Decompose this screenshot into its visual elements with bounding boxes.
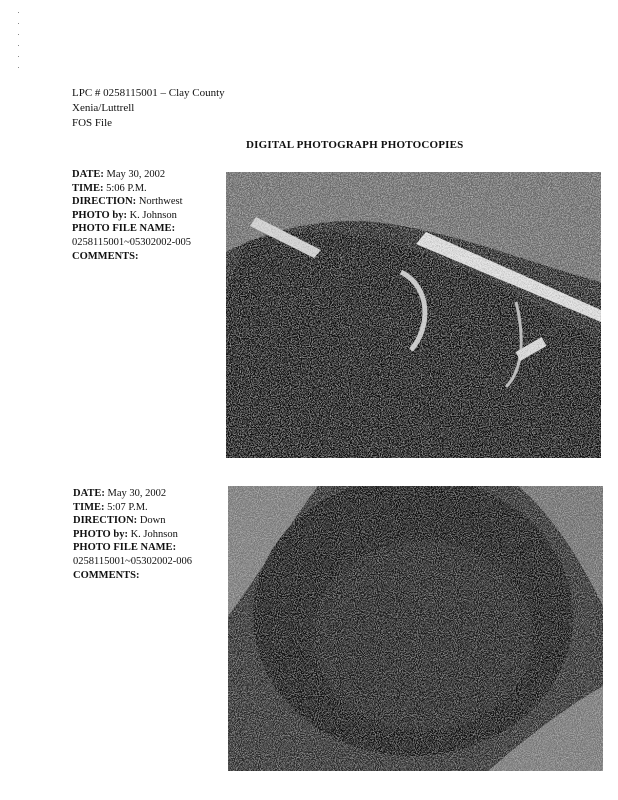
time-line: [72, 182, 191, 196]
direction-label: DIRECTION:: [72, 196, 137, 208]
photo-by-label: PHOTO by:: [72, 209, 127, 221]
file-name-value: 0258115001~05302002-005: [72, 236, 192, 248]
scan-speckles: [18, 12, 24, 82]
header-site-line: Xenia/Luttrell: [72, 102, 135, 114]
photo-1-image: [226, 172, 601, 458]
page-title: DIGITAL PHOTOGRAPH PHOTOCOPIES: [246, 139, 464, 151]
photo-by-line: [72, 209, 191, 223]
header-file-line: FOS File: [72, 117, 113, 129]
direction-label: DIRECTION:: [73, 515, 138, 527]
date-value: May 30, 2002: [106, 169, 166, 180]
photo-by-line: [73, 528, 192, 542]
document-header: [72, 86, 225, 131]
header-lpc-line: LPC # 0258115001 – Clay County: [72, 87, 225, 99]
date-line: [72, 168, 191, 182]
time-value: 5:07 P.M.: [107, 501, 148, 513]
direction-value: Northwest: [138, 196, 183, 208]
photo-metadata-1: [72, 168, 191, 263]
file-name-label: PHOTO FILE NAME:: [72, 223, 176, 235]
time-value: 5:06 P.M.: [106, 182, 147, 194]
time-label: TIME:: [73, 501, 105, 513]
direction-value: Down: [139, 515, 166, 527]
direction-line: [73, 514, 192, 528]
site-photo-2: [228, 486, 603, 771]
file-name-value: 0258115001~05302002-006: [73, 555, 193, 567]
comments-label: COMMENTS:: [72, 250, 139, 262]
date-line: [73, 487, 192, 501]
time-line: [73, 501, 192, 515]
comments-label: COMMENTS:: [73, 569, 140, 581]
date-label: DATE:: [72, 169, 104, 180]
file-name-label: PHOTO FILE NAME:: [73, 542, 177, 554]
direction-line: [72, 195, 191, 209]
photo-by-label: PHOTO by:: [73, 528, 128, 540]
date-label: DATE:: [73, 488, 105, 499]
photo-by-value: K. Johnson: [130, 528, 178, 540]
photo-metadata-2: [73, 487, 192, 582]
photo-2-image: [228, 486, 603, 771]
site-photo-1: [226, 172, 601, 458]
photo-by-value: K. Johnson: [129, 209, 177, 221]
date-value: May 30, 2002: [107, 488, 167, 499]
time-label: TIME:: [72, 182, 104, 194]
